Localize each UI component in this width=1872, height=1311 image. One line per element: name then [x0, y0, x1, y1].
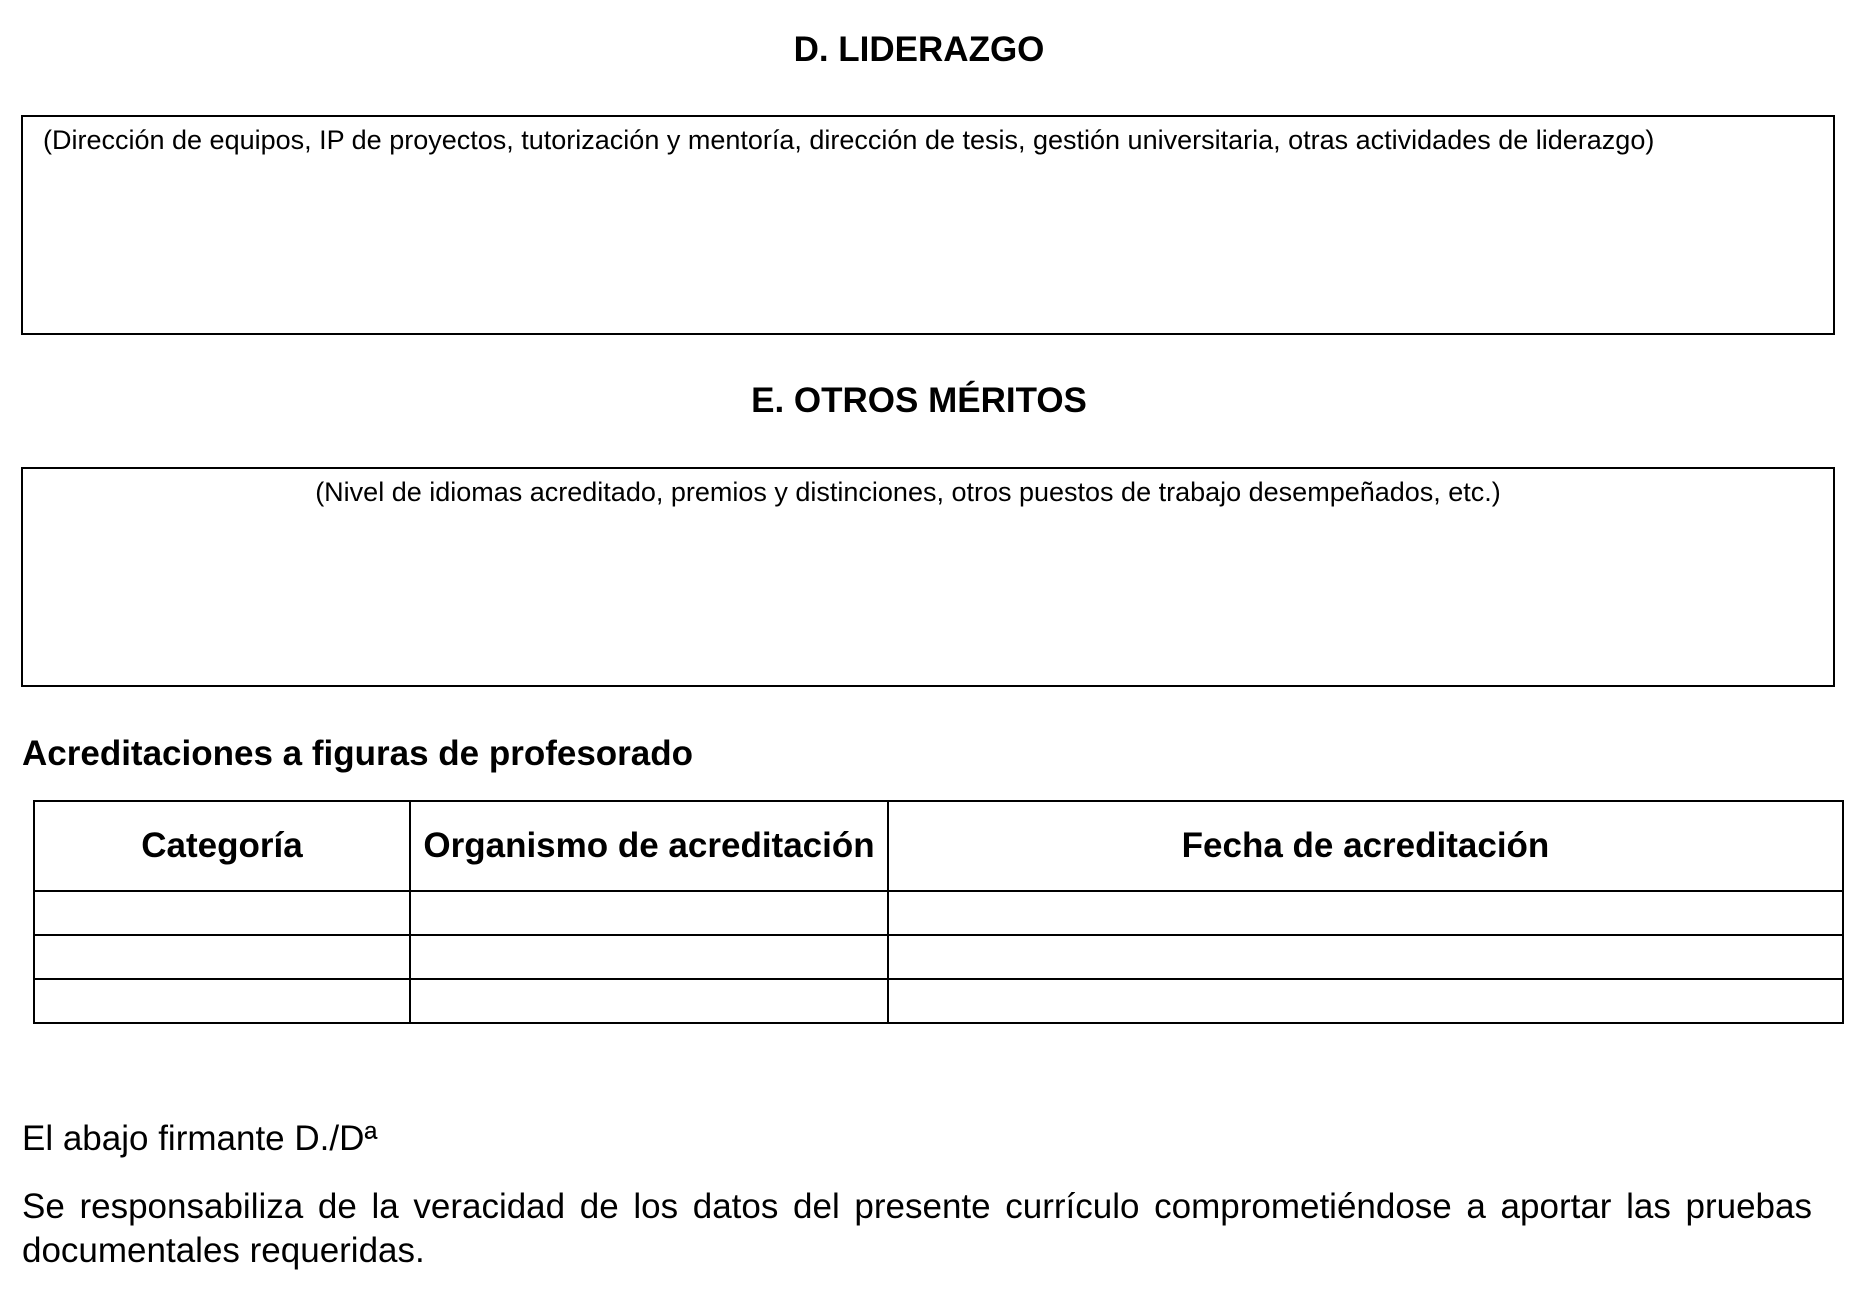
other-merits-field[interactable] — [21, 467, 1835, 687]
leadership-field-hint: (Dirección de equipos, IP de proyectos, tutorización y mentoría, dirección de tesis, gestión universitaria, otras actividades de liderazgo) — [43, 125, 1655, 155]
organism-cell[interactable] — [410, 979, 888, 1023]
leadership-field[interactable] — [21, 115, 1835, 335]
column-header-date: Fecha de acreditación — [888, 801, 1843, 891]
organism-cell[interactable] — [410, 891, 888, 935]
organism-cell[interactable] — [410, 935, 888, 979]
accreditations-table — [33, 800, 1844, 1024]
accreditations-heading: Acreditaciones a figuras de profesorado — [22, 734, 694, 773]
declaration-statement: Se responsabiliza de la veracidad de los datos del presente currículo comprometiéndose a aportar las pruebas documentales requeridas. — [22, 1187, 1812, 1270]
column-header-category: Categoría — [34, 801, 410, 891]
table-row — [34, 979, 1843, 1023]
section-e-title: E. OTROS MÉRITOS — [751, 381, 1087, 420]
table-header-row — [34, 801, 1843, 891]
category-cell[interactable] — [34, 979, 410, 1023]
column-header-organism: Organismo de acreditación — [410, 801, 888, 891]
table-row — [34, 935, 1843, 979]
date-cell[interactable] — [888, 935, 1843, 979]
section-d-title: D. LIDERAZGO — [793, 30, 1045, 69]
other-merits-field-hint: (Nivel de idiomas acreditado, premios y distinciones, otros puestos de trabajo desempeñados, etc.) — [315, 477, 1501, 507]
date-cell[interactable] — [888, 891, 1843, 935]
signer-label: El abajo firmante D./Dª — [22, 1119, 378, 1158]
category-cell[interactable] — [34, 891, 410, 935]
date-cell[interactable] — [888, 979, 1843, 1023]
table-row — [34, 891, 1843, 935]
category-cell[interactable] — [34, 935, 410, 979]
